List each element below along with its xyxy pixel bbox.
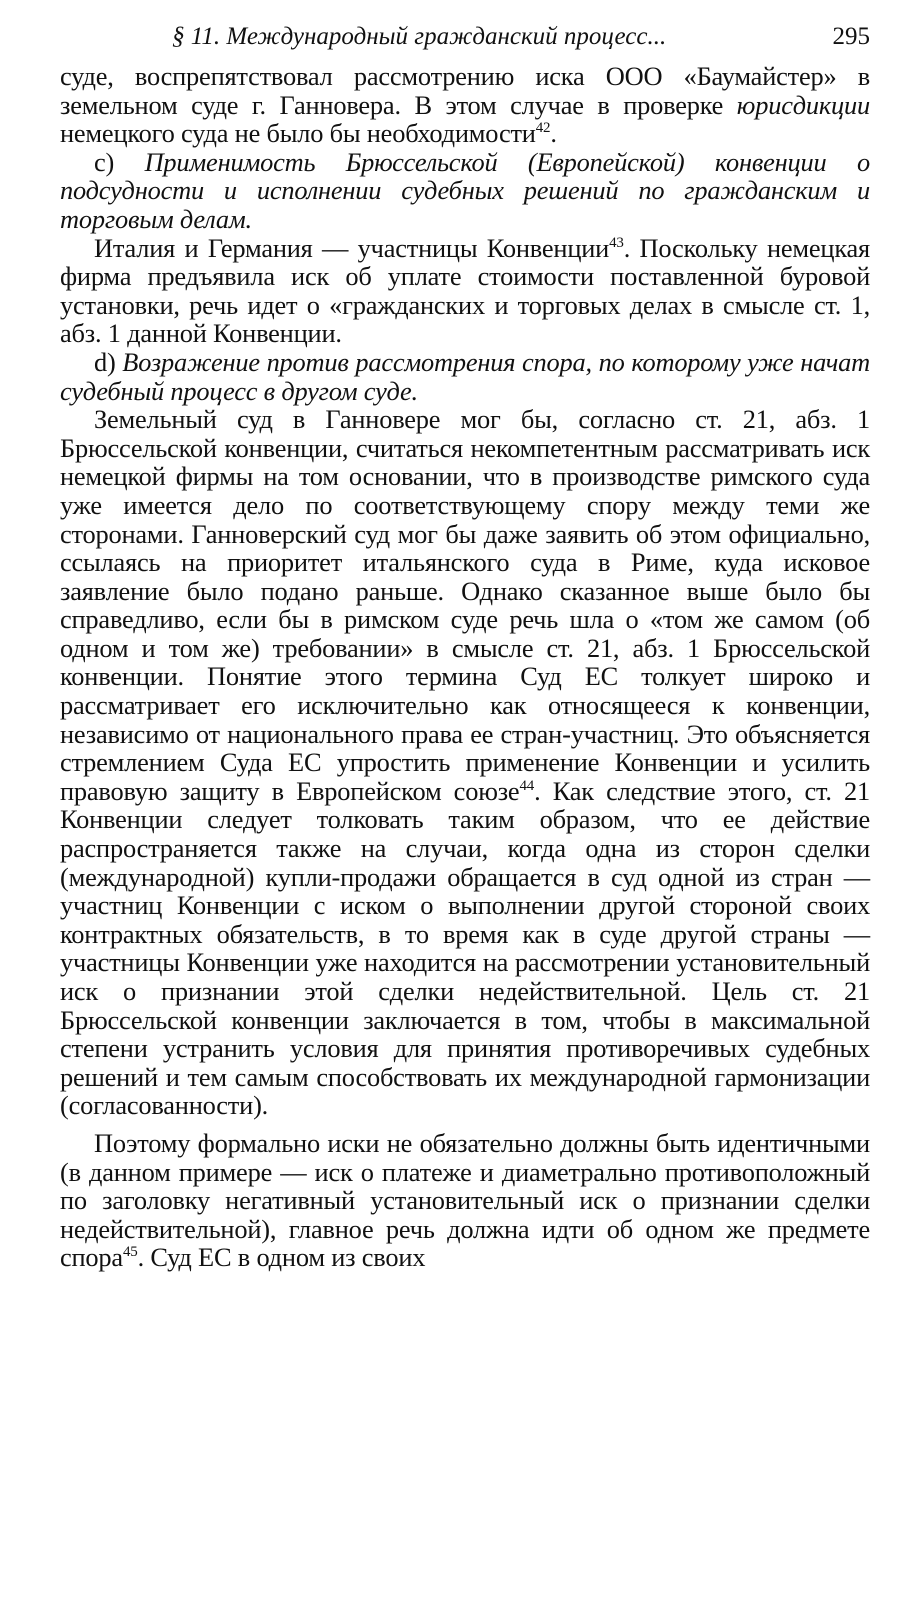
text-run: немецкого суда не было бы необходимости bbox=[60, 118, 536, 149]
text-run: . Поскольку немецкая фирма предъявила иск об уплате стоимости поставленной буровой установки, речь идет о «гражданских и торговых делах в смысле ст. 1, абз. 1 данной Конвенции. bbox=[60, 232, 870, 349]
paragraph bbox=[60, 1129, 870, 1272]
heading-marker: с) bbox=[94, 146, 145, 177]
book-page bbox=[60, 22, 870, 1272]
body-text bbox=[60, 62, 870, 1272]
text-run: . Суд ЕС в одном из своих bbox=[137, 1242, 426, 1273]
section-heading bbox=[60, 348, 870, 405]
running-title: § 11. Международный гражданский процесс... bbox=[172, 23, 667, 50]
text-run: суде, воспрепятствовал рассмотрению иска ООО «Баумайстер» в земельном суде г. Ганновера. В этом случае в проверке bbox=[60, 61, 870, 120]
text-run: . Как следствие этого, ст. 21 Конвенции следует толковать таким образом, что ее действие распространяется также на случаи, когда одна из сторон сделки (международной) купли-продажи обращается в суд одной из стран — участниц Конвенции с иском о выполнении другой стороной своих контрактных обязательств, в то время как в суде другой страны — участницы Конвенции уже находится на рассмотрении установительный иск о признании этой сделки недействительной. Цель ст. 21 Брюссельской конвенции заключается в том, чтобы в максимальной степени устранить условия для принятия противоречивых судебных решений и тем самым способствовать их международной гармонизации (согласованности). bbox=[60, 775, 870, 1121]
footnote-ref: 42 bbox=[535, 120, 551, 137]
paragraph bbox=[60, 62, 870, 148]
text-run: Земельный суд в Ганновере мог бы, согласно ст. 21, абз. 1 Брюссельской конвенции, считаться некомпетентным рассматривать иск немецкой фирмы на том основании, что в производстве римского суда уже имеется дело по соответствующему спору между теми же сторонами. Ганноверский суд мог бы даже заявить об этом официально, ссылаясь на приоритет итальянского суда в Риме, куда исковое заявление было подано раньше. Однако сказанное выше было бы справедливо, если бы в римском суде речь шла о «том же самом (об одном и том же) требовании» в смысле ст. 21, абз. 1 Брюссельской конвенции. Понятие этого термина Суд ЕС толкует широко и рассматривает его исключительно как относящееся к конвенции, независимо от национального права ее стран-участниц. Это объясняется стремлением Суда ЕС упростить применение Конвенции и усилить правовую защиту в Европейском союзе bbox=[60, 404, 870, 806]
text-run: . bbox=[550, 118, 557, 149]
text-run: Поэтому формально иски не обязательно должны быть идентичными (в данном примере — иск о платеже и диаметрально противоположный по заголовку негативный установительный иск о признании сделки недействительной), главное речь должна идти об одном же предмете спора bbox=[60, 1127, 870, 1273]
emphasis: юрисдикции bbox=[736, 89, 870, 120]
footnote-ref: 43 bbox=[609, 234, 624, 251]
heading-marker: d) bbox=[94, 346, 123, 377]
paragraph bbox=[60, 405, 870, 1120]
paragraph bbox=[60, 234, 870, 348]
heading-text: Возражение против рассмотрения спора, по которому уже начат судебный процесс в другом суде. bbox=[60, 346, 871, 406]
page-header bbox=[60, 22, 870, 62]
page-number: 295 bbox=[832, 23, 870, 50]
footnote-ref: 44 bbox=[519, 777, 535, 794]
heading-text: Применимость Брюссельской (Европейской) конвенции о подсудности и исполнении судебных решений по гражданским и торговым делам. bbox=[60, 146, 870, 234]
text-run: Италия и Германия — участницы Конвенции bbox=[94, 232, 610, 263]
section-heading bbox=[60, 148, 870, 234]
footnote-ref: 45 bbox=[122, 1244, 138, 1261]
